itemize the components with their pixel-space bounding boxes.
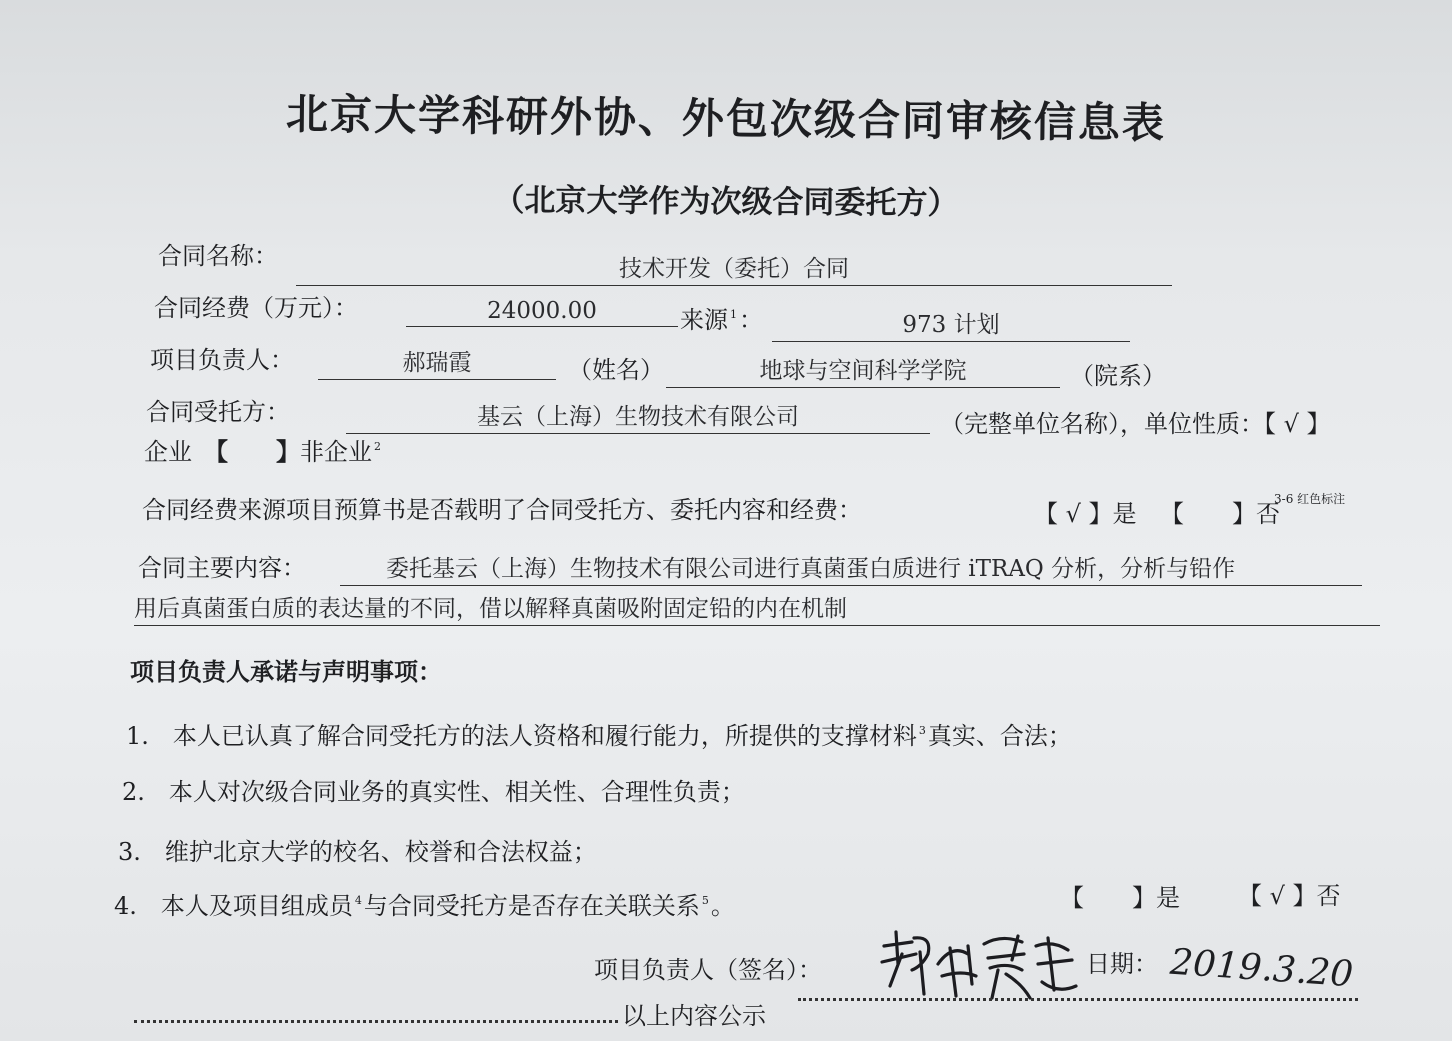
relation-answer-yes: 【 】是 — [1060, 884, 1180, 912]
date-value: 2019.3.20 — [1168, 941, 1355, 996]
budget-answer-no: 【 】否 — [1160, 500, 1280, 528]
pi-name-suffix: （姓名） — [568, 356, 664, 384]
footer-dotted-line-left — [134, 1020, 618, 1023]
declaration-item-2: 2. 本人对次级合同业务的真实性、相关性、合理性负责； — [122, 778, 745, 806]
funding-value: 24000.00 — [406, 298, 678, 327]
declaration-heading: 项目负责人承诺与声明事项： — [130, 657, 442, 686]
source-value: 973 计划 — [772, 306, 1130, 342]
pi-department-value: 地球与空间科学学院 — [666, 352, 1060, 388]
pi-name-value: 郝瑞霞 — [318, 344, 556, 380]
contract-name-value: 技术开发（委托）合同 — [296, 250, 1172, 286]
declaration-item-3: 3. 维护北京大学的校名、校誉和合法权益； — [118, 838, 597, 866]
pi-label: 项目负责人： — [150, 346, 294, 374]
form-subtitle: （北京大学作为次级合同委托方） — [493, 182, 959, 222]
source-label: 来源 $^1$： — [680, 306, 763, 334]
handwritten-signature — [872, 924, 1082, 1004]
main-content-label: 合同主要内容： — [138, 554, 306, 582]
contract-name-label: 合同名称： — [158, 242, 278, 270]
footer-dotted-line-right — [798, 998, 1358, 1001]
budget-answer-yes: 【 √ 】是 — [1034, 500, 1137, 528]
contractee-value: 基云（上海）生物技术有限公司 — [346, 398, 930, 434]
contractee-type-line: 企业 【 】非企业 $^2$ — [144, 437, 381, 466]
date-label: 日期： — [1086, 950, 1158, 978]
main-content-line1: 委托基云（上海）生物技术有限公司进行真菌蛋白质进行 iTRAQ 分析，分析与铅作 — [340, 550, 1362, 586]
contractee-suffix: （完整单位名称），单位性质：【 √ 】 — [940, 410, 1331, 438]
funding-label: 合同经费（万元）： — [154, 294, 358, 322]
budget-question: 合同经费来源项目预算书是否载明了合同受托方、委托内容和经费： — [142, 496, 862, 524]
pi-department-suffix: （院系） — [1070, 362, 1166, 390]
budget-note: 3-6 红色标注 — [1274, 492, 1346, 506]
relation-answer-no: 【 √ 】否 — [1238, 882, 1341, 910]
declaration-item-1: 1. 本人已认真了解合同受托方的法人资格和履行能力，所提供的支撑材料 $^3$真实、合法； — [126, 722, 1072, 750]
signature-label: 项目负责人（签名）： — [594, 956, 822, 984]
contractee-label: 合同受托方： — [146, 398, 290, 426]
declaration-item-4: 4. 本人及项目组成员 $^4$与合同受托方是否存在关联关系 $^5$。 — [114, 892, 735, 920]
main-content-line2: 用后真菌蛋白质的表达量的不同，借以解释真菌吸附固定铅的内在机制 — [134, 590, 1380, 626]
form-title: 北京大学科研外协、外包次级合同审核信息表 — [285, 89, 1167, 148]
footer-text: 以上内容公示 — [622, 1002, 766, 1030]
